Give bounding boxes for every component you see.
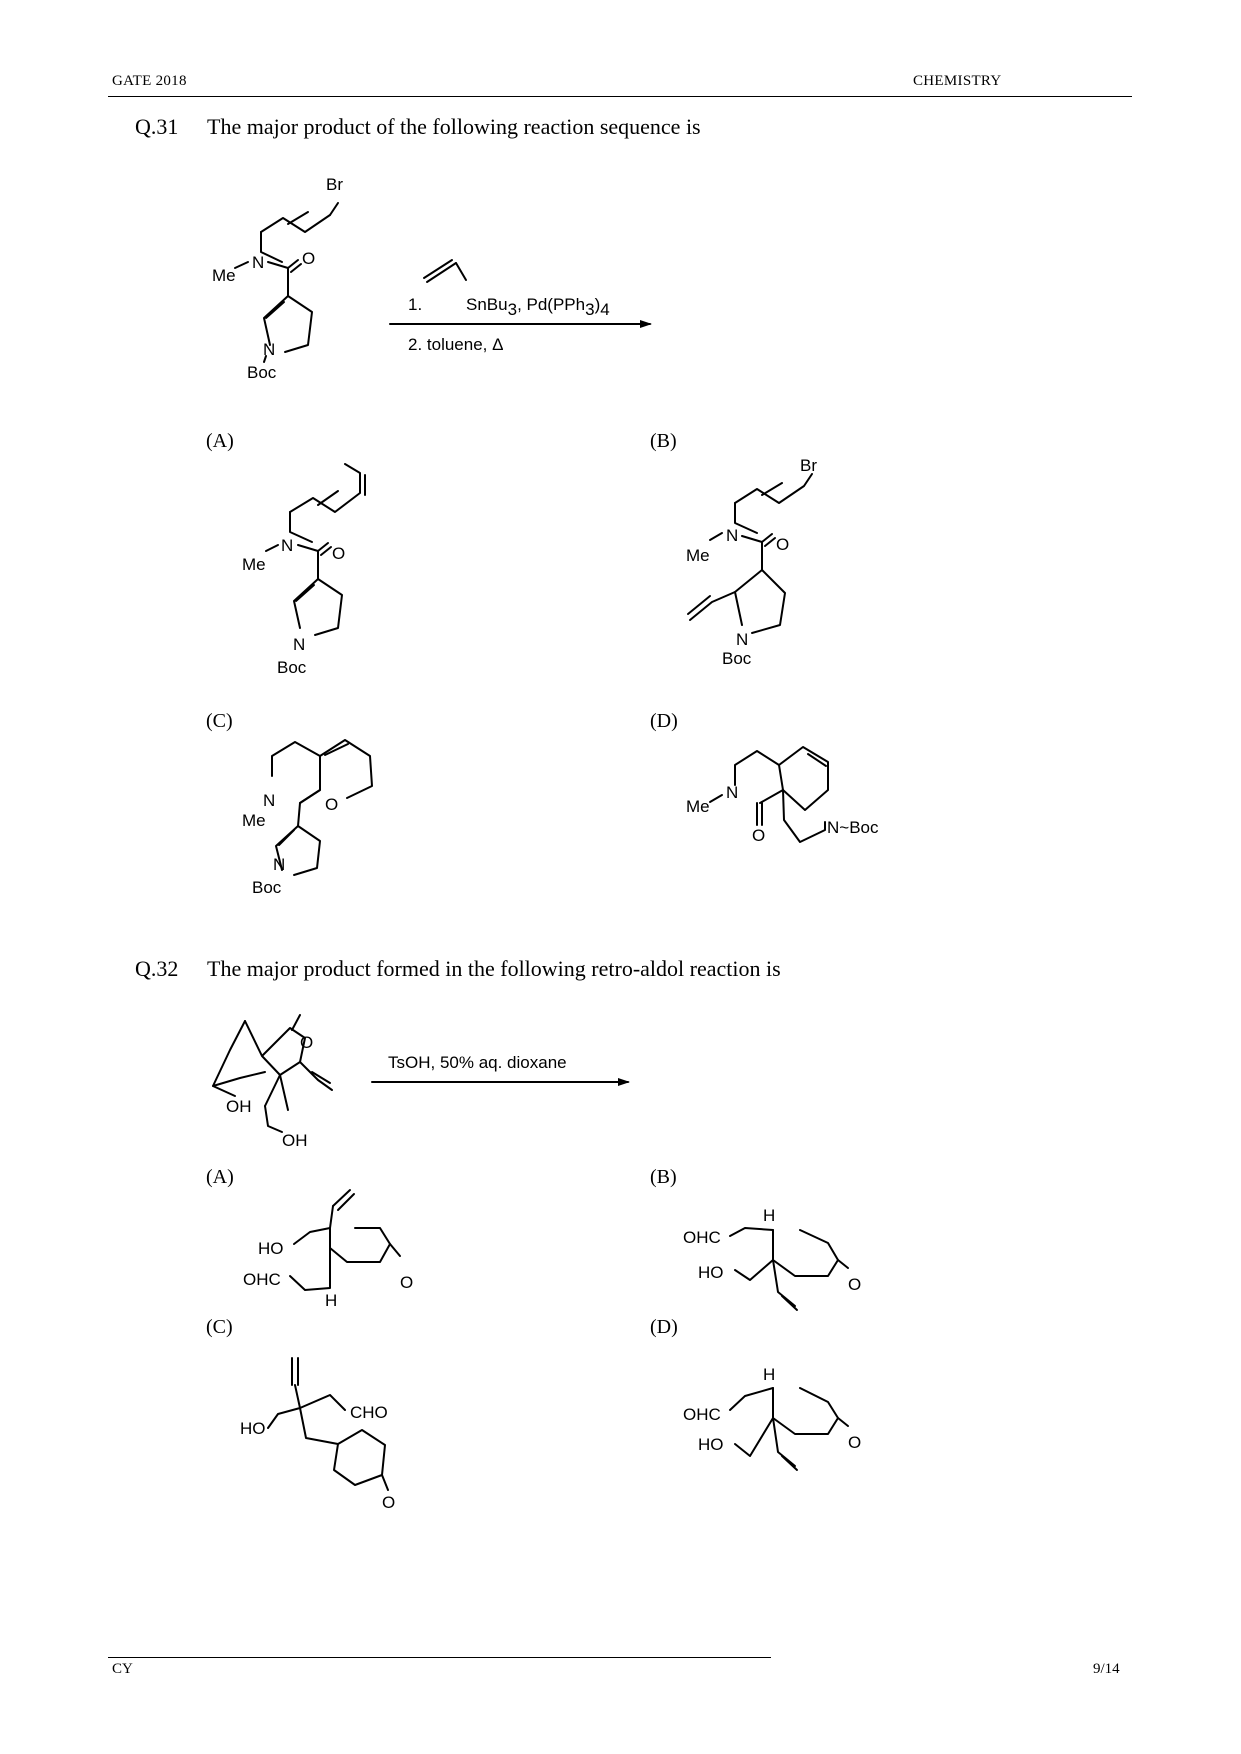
q32-option-c-label: (C) — [206, 1316, 233, 1338]
q31-c-me: Me — [242, 811, 266, 830]
q32-reagent: TsOH, 50% aq. dioxane — [388, 1053, 567, 1072]
q32-a-h: H — [325, 1291, 338, 1310]
q31-a-o: O — [332, 544, 346, 563]
q31-c-ring-n: N — [273, 855, 286, 874]
q31-a-n: N — [281, 536, 294, 555]
q32-reaction-arrow — [372, 1053, 630, 1086]
q32-option-b-label: (B) — [650, 1166, 677, 1188]
q31-b-boc: Boc — [722, 649, 752, 668]
q32-sm-oh2: OH — [282, 1131, 308, 1150]
q32-sm-o: O — [300, 1033, 314, 1052]
q32-d-o: O — [848, 1433, 862, 1452]
q32-a-o: O — [400, 1273, 414, 1292]
q31-sm-ring-n: N — [263, 340, 276, 359]
q32-d-h: H — [763, 1365, 776, 1384]
q32-b-h: H — [763, 1206, 776, 1225]
header-subject: CHEMISTRY — [913, 73, 1002, 89]
q31-b-ring-n: N — [736, 630, 749, 649]
q31-b-o: O — [776, 535, 790, 554]
q32-b-ho: HO — [698, 1263, 724, 1282]
q32-b-ohc: OHC — [683, 1228, 721, 1247]
q31-option-d-label: (D) — [650, 710, 678, 732]
footer-page-number: 9/14 — [1093, 1661, 1120, 1677]
q31-c-ring-o: O — [325, 795, 339, 814]
q31-reagent-stannane: SnBu3, Pd(PPh3)4 — [466, 295, 610, 319]
q32-a-ohc: OHC — [243, 1270, 281, 1289]
q31-option-c-label: (C) — [206, 710, 233, 732]
q32-c-ho: HO — [240, 1419, 266, 1438]
q32-a-ho: HO — [258, 1239, 284, 1258]
q32-option-d-label: (D) — [650, 1316, 678, 1338]
question-32-number: Q.32 — [135, 956, 179, 981]
q31-sm-br: Br — [326, 175, 343, 194]
q31-option-b-structure — [686, 456, 817, 668]
question-31-text: The major product of the following reaction sequence is — [207, 114, 701, 139]
q31-b-n: N — [726, 526, 739, 545]
q32-b-o: O — [848, 1275, 862, 1294]
q31-a-boc: Boc — [277, 658, 307, 677]
q32-sm-oh1: OH — [226, 1097, 252, 1116]
question-31-number: Q.31 — [135, 114, 179, 139]
q31-reagent-step1-num: 1. — [408, 295, 423, 314]
q31-reaction-arrow — [390, 260, 652, 354]
q31-sm-o: O — [302, 249, 316, 268]
q31-reagent-step2: 2. toluene, Δ — [408, 335, 504, 354]
q32-c-o: O — [382, 1493, 396, 1512]
footer-paper-code: CY — [112, 1661, 133, 1677]
q31-option-c-structure — [242, 740, 372, 897]
q31-a-ring-n: N — [293, 635, 306, 654]
q32-option-a-label: (A) — [206, 1166, 234, 1188]
q31-option-b-label: (B) — [650, 430, 677, 452]
q31-sm-boc: Boc — [247, 363, 277, 382]
footer-divider — [108, 1657, 771, 1658]
q31-sm-me: Me — [212, 266, 236, 285]
q31-d-o: O — [752, 826, 766, 845]
q31-d-me: Me — [686, 797, 710, 816]
q31-option-a-structure — [242, 464, 365, 677]
q32-starting-material — [213, 1015, 332, 1150]
q32-d-ohc: OHC — [683, 1405, 721, 1424]
q32-option-d-structure — [683, 1365, 861, 1470]
q31-b-me: Me — [686, 546, 710, 565]
q32-option-a-structure — [243, 1190, 413, 1310]
q31-a-me: Me — [242, 555, 266, 574]
header-exam-title: GATE 2018 — [112, 73, 187, 89]
q32-option-b-structure — [683, 1206, 861, 1310]
q31-c-n: N — [263, 791, 276, 810]
question-32-text: The major product formed in the following retro-aldol reaction is — [207, 956, 781, 981]
q32-option-c-structure — [240, 1358, 395, 1512]
q32-c-cho: CHO — [350, 1403, 388, 1422]
q31-starting-material — [212, 175, 343, 382]
q32-d-ho: HO — [698, 1435, 724, 1454]
q31-sm-n: N — [252, 253, 265, 272]
q31-d-n: N — [726, 783, 739, 802]
q31-b-br: Br — [800, 456, 817, 475]
q31-option-a-label: (A) — [206, 430, 234, 452]
q31-c-boc: Boc — [252, 878, 282, 897]
q31-d-nboc: N~Boc — [827, 818, 879, 837]
q31-option-d-structure — [686, 747, 879, 845]
